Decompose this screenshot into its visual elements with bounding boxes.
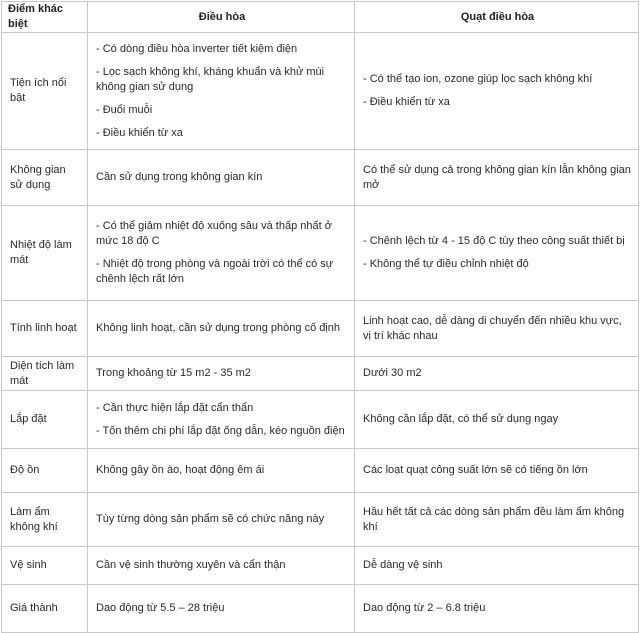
cell-line: - Điều khiển từ xa <box>363 96 450 108</box>
air-cooler-fan-cell <box>355 206 639 301</box>
air-conditioner-cell <box>88 493 355 547</box>
header-row <box>2 2 639 33</box>
header-air-cooler-fan: Quạt điều hòa <box>355 2 639 33</box>
cell-line: Cần sử dụng trong không gian kín <box>96 171 263 183</box>
air-cooler-fan-cell <box>355 150 639 206</box>
row-label: Diện tích làm mát <box>2 357 88 391</box>
cell-line: Dao động từ 2 – 6.8 triệu <box>363 602 486 614</box>
air-cooler-fan-cell <box>355 585 639 633</box>
row-label: Tính linh hoạt <box>2 301 88 357</box>
cell-line: Không gây ồn ào, hoạt động êm ái <box>96 464 265 476</box>
cell-line: Tùy từng dòng sản phẩm sẽ có chức năng này <box>96 513 325 525</box>
row-label: Không gian sử dụng <box>2 150 88 206</box>
cell-line: - Cần thực hiện lắp đặt cẩn thẩn <box>96 401 254 414</box>
air-conditioner-cell <box>88 547 355 585</box>
cell-line: Dưới 30 m2 <box>363 367 422 379</box>
cell-line: Các loạt quạt công suất lớn sẽ có tiếng ồn lớn <box>363 464 588 476</box>
table-row <box>2 449 639 493</box>
air-conditioner-cell <box>88 449 355 493</box>
cell-line: - Không thể tự điều chỉnh nhiệt độ <box>363 258 529 270</box>
header-criteria: Điểm khác biệt <box>2 2 88 33</box>
table-row <box>2 547 639 585</box>
cell-line: - Chênh lệch từ 4 - 15 độ C tùy theo công suất thiết bị <box>363 235 625 247</box>
cell-line: - Có dòng điều hòa inverter tiết kiệm điện <box>96 42 298 55</box>
air-conditioner-cell <box>88 150 355 206</box>
air-conditioner-cell <box>88 585 355 633</box>
cell-line: Cần vệ sinh thường xuyên và cẩn thận <box>96 559 286 571</box>
air-cooler-fan-cell <box>355 357 639 391</box>
row-label: Vệ sinh <box>2 547 88 585</box>
row-label: Nhiệt độ làm mát <box>2 206 88 301</box>
cell-line: - Nhiệt độ trong phòng và ngoài trời có thể có sự chênh lệch rất lớn <box>96 258 334 285</box>
cell-line: - Điều khiển từ xa <box>96 126 183 139</box>
table-row <box>2 301 639 357</box>
cell-line: Linh hoạt cao, dễ dàng di chuyển đến nhiều khu vực, vị trí khác nhau <box>363 314 622 342</box>
cell-line: Có thể sử dụng cả trong không gian kín lẫn không gian mở <box>363 163 631 191</box>
cell-line: - Tốn thêm chi phí lắp đặt ống dẫn, kéo nguồn điện <box>96 424 345 437</box>
air-cooler-fan-cell <box>355 33 639 150</box>
row-label: Lắp đặt <box>2 391 88 449</box>
air-conditioner-cell <box>88 391 355 449</box>
cell-line: Trong khoảng từ 15 m2 - 35 m2 <box>96 367 251 379</box>
air-cooler-fan-cell <box>355 493 639 547</box>
table-row <box>2 206 639 301</box>
row-label: Độ ồn <box>2 449 88 493</box>
table-row <box>2 357 639 391</box>
row-label: Tiện ích nổi bật <box>2 33 88 150</box>
row-label: Làm ẩm không khí <box>2 493 88 547</box>
cell-line: - Đuổi muỗi <box>96 103 153 116</box>
cell-line: - Có thể giảm nhiệt độ xuống sâu và thấp nhất ở mức 18 độ C <box>96 220 332 247</box>
air-cooler-fan-cell <box>355 391 639 449</box>
table-row <box>2 493 639 547</box>
air-conditioner-cell <box>88 357 355 391</box>
air-cooler-fan-cell <box>355 301 639 357</box>
table-row <box>2 150 639 206</box>
air-conditioner-cell <box>88 301 355 357</box>
cell-line: Dễ dàng vệ sinh <box>363 559 443 571</box>
air-conditioner-cell <box>88 33 355 150</box>
air-cooler-fan-cell <box>355 449 639 493</box>
table-row <box>2 585 639 633</box>
cell-line: - Lọc sạch không khí, kháng khuẩn và khử mùi không gian sử dụng <box>96 65 325 93</box>
cell-line: Hầu hết tất cả các dòng sản phẩm đều làm ẩm không khí <box>363 505 625 533</box>
table-row <box>2 33 639 150</box>
table-row <box>2 391 639 449</box>
cell-line: Dao động từ 5.5 – 28 triệu <box>96 602 225 614</box>
cell-line: Không linh hoạt, cần sử dụng trong phòng cố định <box>96 322 341 334</box>
air-conditioner-cell <box>88 206 355 301</box>
air-cooler-fan-cell <box>355 547 639 585</box>
row-label: Giá thành <box>2 585 88 633</box>
cell-line: - Có thể tạo ion, ozone giúp lọc sạch không khí <box>363 73 593 85</box>
cell-line: Không cần lắp đặt, có thể sử dụng ngay <box>363 413 559 425</box>
header-air-conditioner: Điều hòa <box>88 2 355 33</box>
comparison-table <box>1 1 639 633</box>
